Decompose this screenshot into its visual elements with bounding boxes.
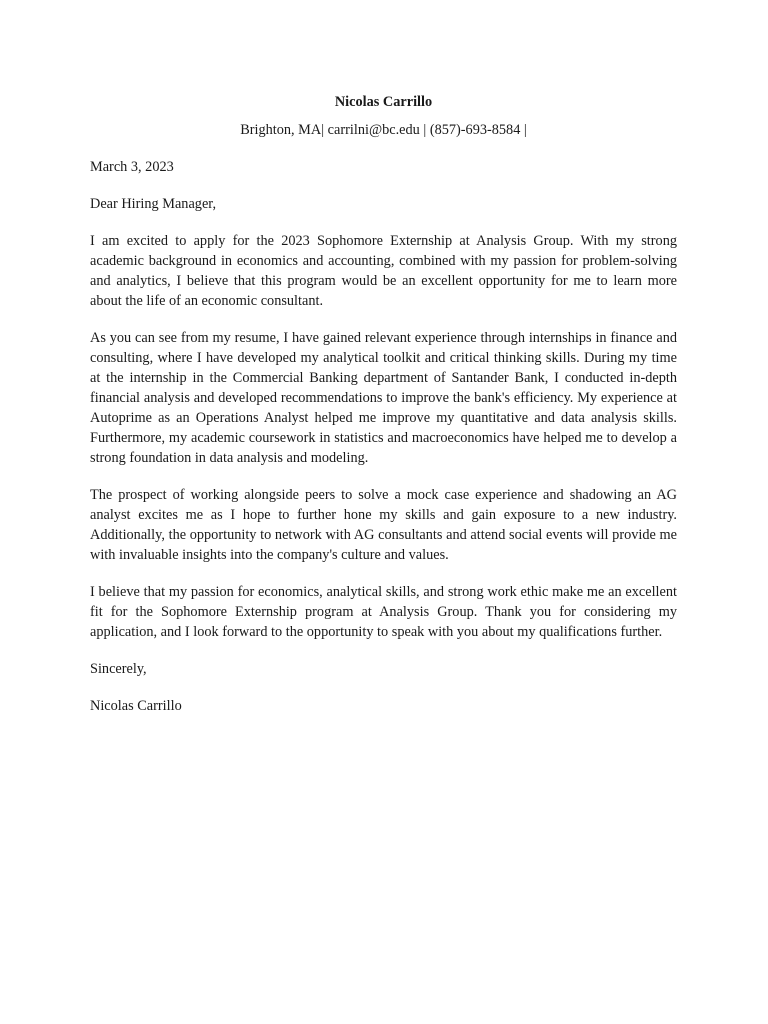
contact-info-line: Brighton, MA| carrilni@bc.edu | (857)-693-8584 | — [240, 122, 527, 138]
body-paragraph-motivation: The prospect of working alongside peers to solve a mock case experience and shadowing an AG analyst excites me as I hope to further hone my skills and gain exposure to a new industry. Additionally, the opportunity to network with AG consultants and attend social events will provide me with invaluable insights into the company's culture and values. — [90, 487, 677, 563]
complimentary-close: Sincerely, — [90, 661, 147, 677]
body-paragraph-intro: I am excited to apply for the 2023 Sophomore Externship at Analysis Group. With my strong academic background in economics and accounting, combined with my passion for problem-solving and analytics, I believe that this program would be an excellent opportunity for me to learn more about the life of an economic consultant. — [90, 233, 677, 309]
body-paragraph-closing: I believe that my passion for economics, analytical skills, and strong work ethic make me an excellent fit for the Sophomore Externship program at Analysis Group. Thank you for considering my application, and I look forward to the opportunity to speak with you about my qualifications further. — [90, 584, 677, 640]
applicant-name-heading: Nicolas Carrillo — [334, 94, 433, 110]
body-paragraph-experience: As you can see from my resume, I have gained relevant experience through internships in finance and consulting, where I have developed my analytical toolkit and critical thinking skills. During my time at the internship in the Commercial Banking department of Santander Bank, I conducted in-depth financial analysis and developed recommendations to improve the bank's efficiency. My experience at Autoprime as an Operations Analyst helped me improve my quantitative and data analysis skills. Furthermore, my academic coursework in statistics and macroeconomics have helped me to develop a strong foundation in data analysis and modeling. — [90, 330, 677, 466]
letter-date: March 3, 2023 — [90, 159, 174, 175]
salutation: Dear Hiring Manager, — [90, 196, 217, 212]
signature-name: Nicolas Carrillo — [90, 698, 182, 714]
cover-letter-page — [90, 92, 677, 716]
